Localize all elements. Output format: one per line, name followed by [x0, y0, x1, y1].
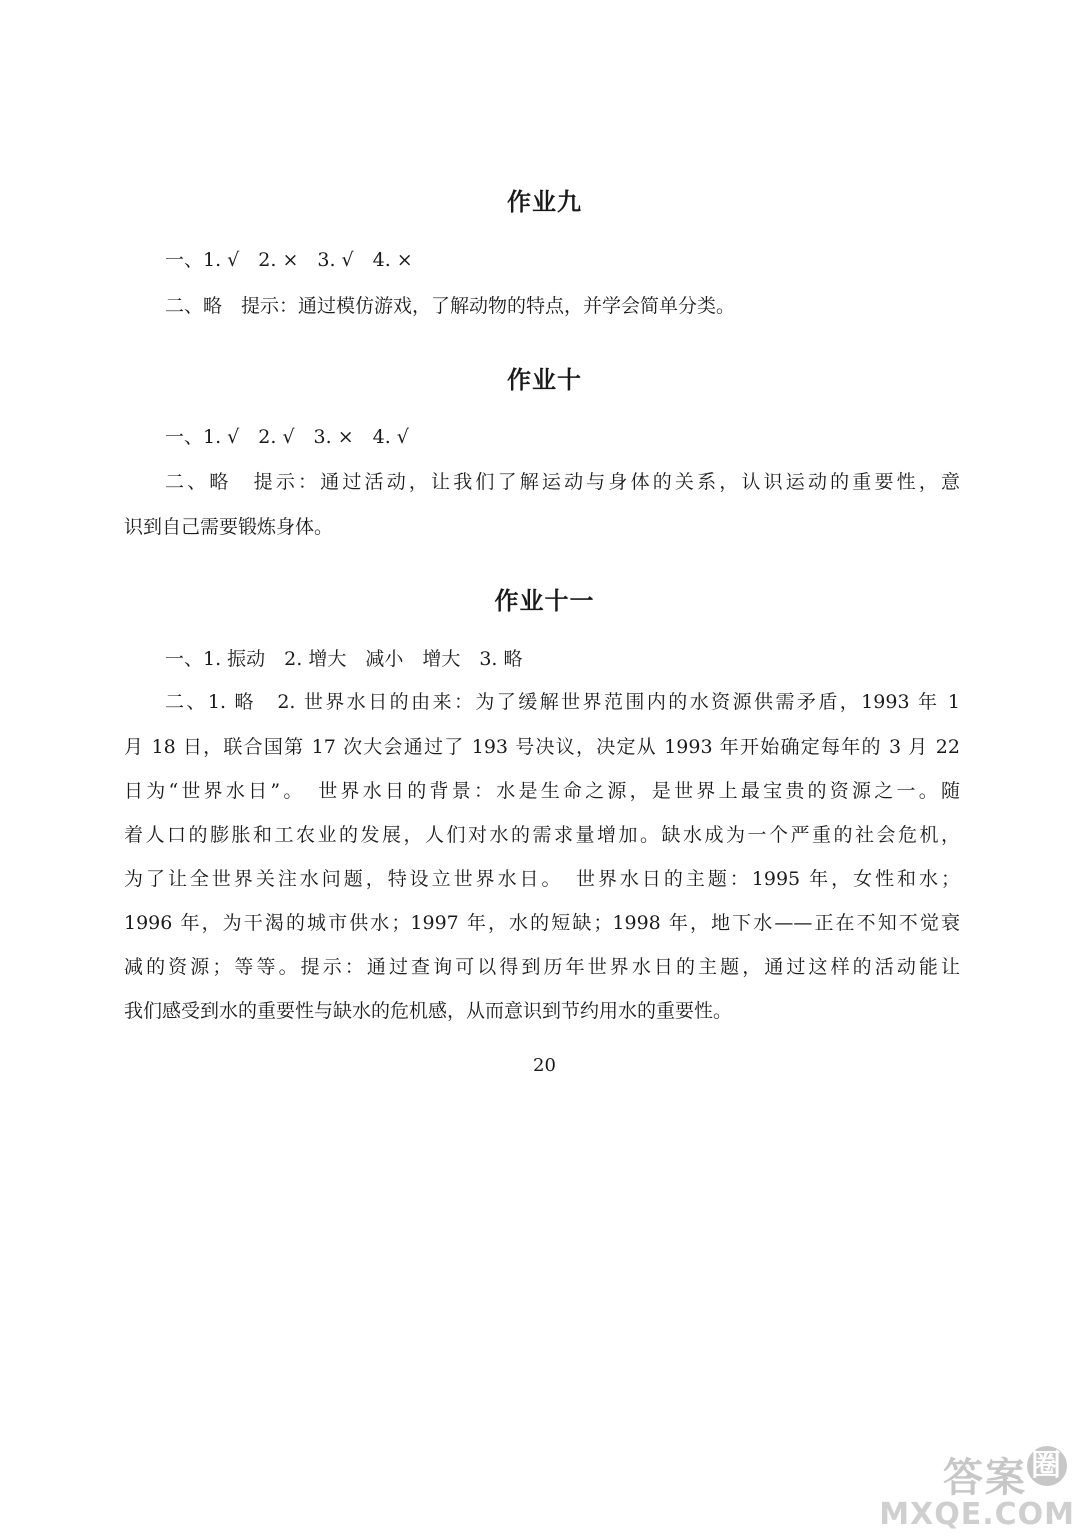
answer-line: 日为“世界水日”。 世界水日的背景：水是生命之源，是世界上最宝贵的资源之一。随 [124, 780, 960, 802]
watermark-logo [879, 1446, 1081, 1532]
watermark-top-text: 答案 [943, 1455, 1027, 1501]
answer-line: 着人口的膨胀和工农业的发展，人们对水的需求量增加。缺水成为一个严重的社会危机， [124, 824, 960, 846]
answer-line: 减的资源；等等。提示：通过查询可以得到历年世界水日的主题，通过这样的活动能让 [124, 956, 960, 978]
answer-line: 二、略 提示：通过活动，让我们了解运动与身体的关系，认识运动的重要性，意 [165, 471, 960, 493]
answer-line: 一、1. √ 2. × 3. √ 4. × [165, 249, 413, 271]
watermark-text [943, 1446, 1067, 1503]
watermark-url: MXQE.COM [879, 1497, 1075, 1532]
answer-line: 二、1. 略 2. 世界水日的由来：为了缓解世界范围内的水资源供需矛盾，1993 年 1 [165, 691, 960, 713]
answer-line: 我们感受到水的重要性与缺水的危机感，从而意识到节约用水的重要性。 [124, 1000, 733, 1022]
watermark-circle-icon: 圈 [1027, 1446, 1067, 1486]
answer-line: 识到自己需要锻炼身体。 [124, 516, 334, 538]
answer-line: 为了让全世界关注水问题，特设立世界水日。 世界水日的主题：1995 年，女性和水； [124, 868, 960, 890]
page-number: 20 [533, 1055, 556, 1076]
section-title-10: 作业十 [507, 366, 582, 394]
section-title-11: 作业十一 [494, 587, 595, 615]
answer-line: 月 18 日，联合国第 17 次大会通过了 193 号决议，决定从 1993 年开始确定每年的 3 月 22 [124, 736, 960, 758]
answer-line: 1996 年，为干渴的城市供水；1997 年，水的短缺；1998 年，地下水——正在不知不觉衰 [124, 912, 960, 934]
answer-line: 一、1. 振动 2. 增大 减小 增大 3. 略 [165, 648, 523, 670]
answer-line: 二、略 提示：通过模仿游戏，了解动物的特点，并学会简单分类。 [165, 295, 736, 317]
section-title-9: 作业九 [507, 188, 582, 216]
answer-line: 一、1. √ 2. √ 3. × 4. √ [165, 426, 409, 448]
